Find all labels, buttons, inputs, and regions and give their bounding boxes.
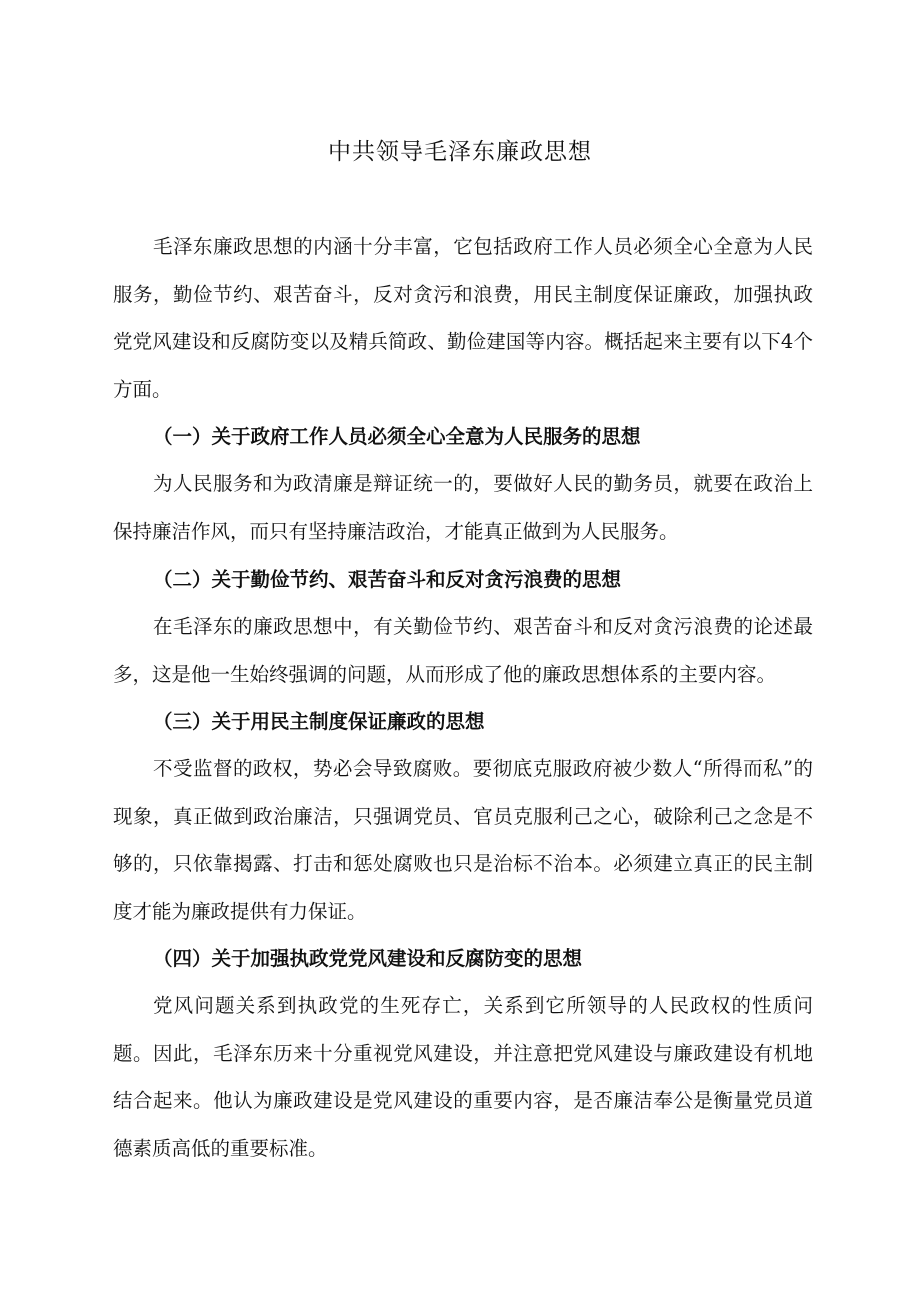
section-heading-2: （二）关于勤俭节约、艰苦奋斗和反对贪污浪费的思想	[153, 568, 622, 591]
section-heading-3: （三）关于用民主制度保证廉政的思想	[153, 710, 485, 733]
document-title: 中共领导毛泽东廉政思想	[328, 139, 592, 165]
section-body-3: 不受监督的政权，势必会导致腐败。要彻底克服政府被少数人“所得而私”的现象，真正做到政治廉洁，只强调党员、官员克服利己之心，破除利己之念是不够的，只依靠揭露、打击和惩处腐败也只是治标不治本。必须建立真正的民主制度才能为廉政提供有力保证。	[113, 757, 813, 923]
section-body-4: 党风问题关系到执政党的生死存亡，关系到它所领导的人民政权的性质问题。因此，毛泽东历来十分重视党风建设，并注意把党风建设与廉政建设有机地结合起来。他认为廉政建设是党风建设的重要内容，是否廉洁奉公是衡量党员道德素质高低的重要标准。	[113, 994, 813, 1160]
section-heading-4: （四）关于加强执政党党风建设和反腐防变的思想	[153, 947, 583, 970]
section-body-1: 为人民服务和为政清廉是辩证统一的，要做好人民的勤务员，就要在政治上保持廉洁作风，而只有坚持廉洁政治，才能真正做到为人民服务。	[113, 472, 813, 543]
section-body-2: 在毛泽东的廉政思想中，有关勤俭节约、艰苦奋斗和反对贪污浪费的论述最多，这是他一生始终强调的问题，从而形成了他的廉政思想体系的主要内容。	[113, 615, 813, 686]
intro-paragraph: 毛泽东廉政思想的内涵十分丰富，它包括政府工作人员必须全心全意为人民服务，勤俭节约、艰苦奋斗，反对贪污和浪费，用民主制度保证廉政，加强执政党党风建设和反腐防变以及精兵简政、勤俭建国等内容。概括起来主要有以下4个方面。	[113, 235, 813, 401]
section-heading-1: （一）关于政府工作人员必须全心全意为人民服务的思想	[153, 425, 641, 448]
